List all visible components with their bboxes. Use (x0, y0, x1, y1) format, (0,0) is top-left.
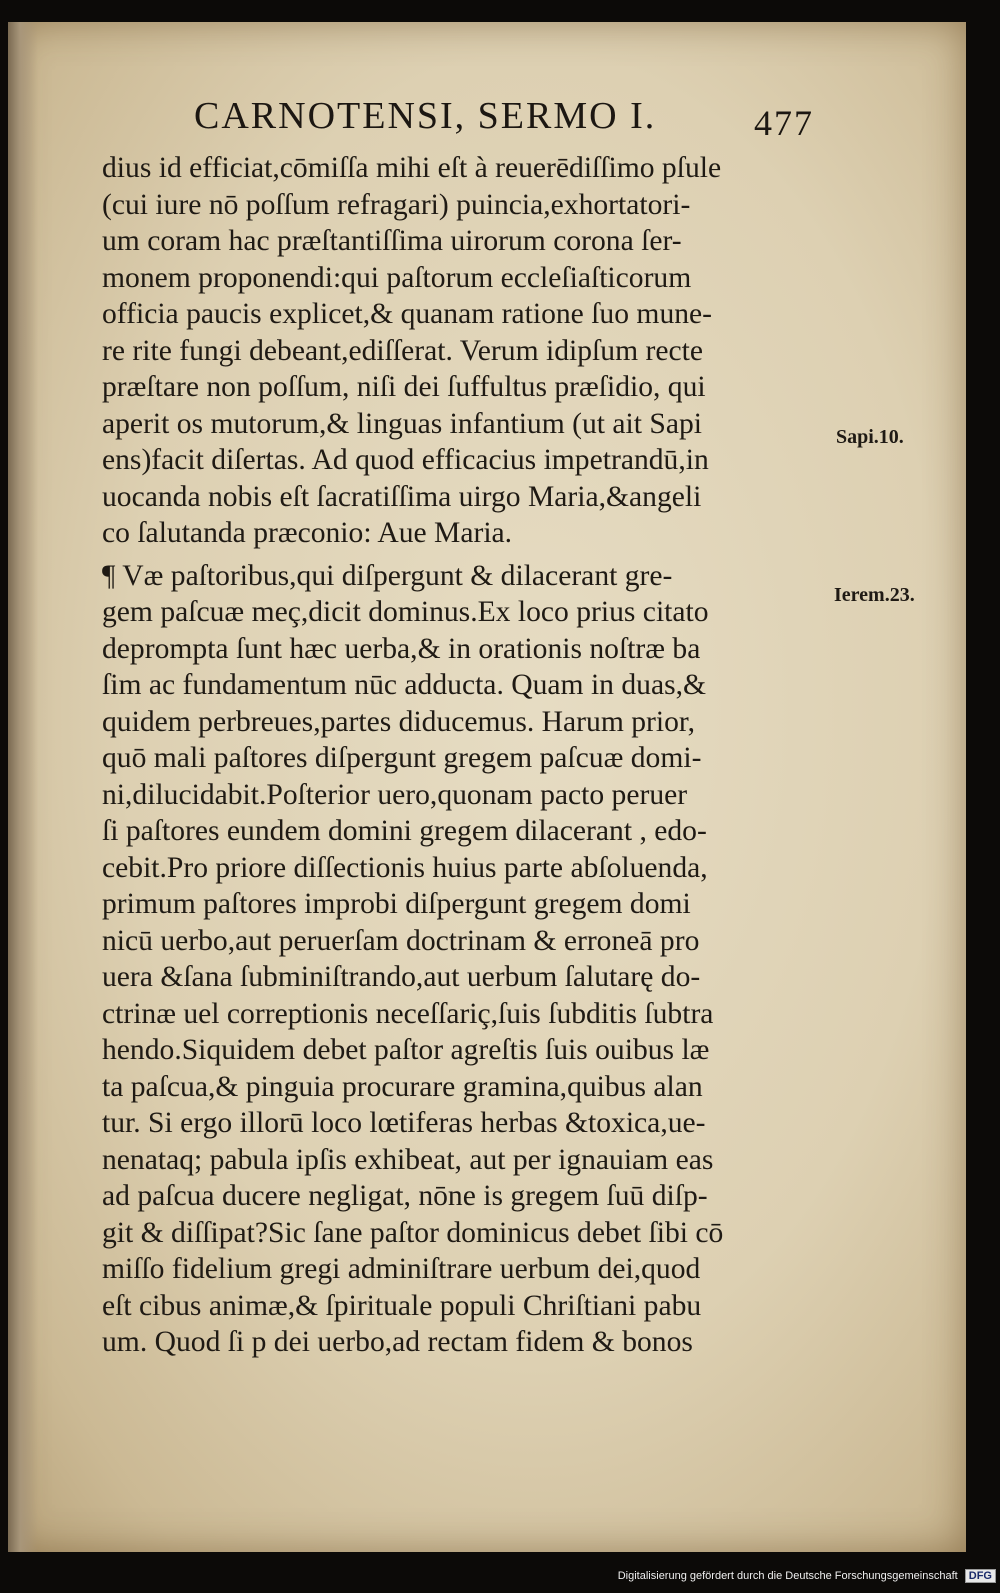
text-line: ſim ac fundamentum nūc adducta. Quam in duas,& (102, 669, 707, 701)
text-line: ta paſcua,& pinguia procurare gramina,quibus alan (102, 1070, 703, 1103)
digitization-footer (600, 1569, 996, 1589)
text-line: quō mali paſtores diſpergunt gregem paſcuæ domi- (102, 742, 702, 774)
text-line: uocanda nobis eſt ſacratiſſima uirgo Maria,&angeli (102, 480, 702, 513)
text-line: præſtare non poſſum, niſi dei ſuffultus præſidio, qui (102, 371, 706, 403)
book-page (8, 22, 966, 1552)
text-line: ctrinæ uel correptionis neceſſariç,ſuis ſubditis ſubtra (102, 997, 714, 1030)
text-line: miſſo fidelium gregi adminiſtrare uerbum dei,quod (102, 1253, 701, 1285)
page-number: 477 (754, 103, 814, 143)
text-line: cebit.Pro priore diſſectionis huius parte abſoluenda, (102, 851, 708, 884)
text-line: aperit os mutorum,& linguas infantium (ut ait Sapi (102, 407, 703, 440)
text-line: eſt cibus animæ,& ſpirituale populi Chriſtiani pabu (102, 1289, 702, 1322)
text-line: um coram hac præſtantiſſima uirorum corona ſer- (102, 225, 682, 257)
text-line: ad paſcua ducere negligat, nōne is gregem ſuū diſp- (102, 1180, 708, 1212)
text-line: git & diſſipat?Sic ſane paſtor dominicus debet ſibi cō (102, 1216, 724, 1249)
text-line: quidem perbreues,partes diducemus. Harum prior, (102, 705, 695, 738)
text-line: tur. Si ergo illorū loco lœtiferas herbas &toxica,ue- (102, 1107, 706, 1139)
text-line: co ſalutanda præconio: Aue Maria. (102, 517, 513, 549)
text-line: officia paucis explicet,& quanam ratione ſuo mune- (102, 298, 713, 330)
text-line: deprompta ſunt hæc uerba,& in orationis noſtræ ba (102, 632, 701, 665)
text-line: gem paſcuæ meç,dicit dominus.Ex loco prius citato (102, 596, 709, 628)
text-line: monem proponendi:qui paſtorum eccleſiaſticorum (102, 261, 692, 294)
page-gutter-shadow (8, 22, 38, 1552)
marginal-note-sapientia: Sapi.10. (836, 426, 904, 448)
text-line: nicū uerbo,aut peruerſam doctrinam & erroneā pro (102, 924, 700, 957)
text-line: ens)facit diſertas. Ad quod efficacius impetrandū,in (102, 444, 709, 476)
text-line: um. Quod ſi p dei uerbo,ad rectam fidem & bonos (102, 1326, 693, 1358)
running-head: CARNOTENSI, SERMO I. (194, 95, 657, 137)
marginal-note-jeremias: Ierem.23. (834, 584, 915, 606)
text-line: dius id efficiat,cōmiſſa mihi eſt à reuerēdiſſimo pſule (102, 152, 722, 184)
text-line: uera &ſana ſubminiſtrando,aut uerbum ſalutarę do- (102, 961, 701, 993)
text-line: nenataq; pabula ipſis exhibeat, aut per ignauiam eas (102, 1143, 714, 1176)
text-line: hendo.Siquidem debet paſtor agreſtis ſuis ouibus læ (102, 1034, 710, 1066)
page-header (194, 94, 854, 146)
funding-credit: Digitalisierung gefördert durch die Deutsche Forschungsgemeinschaft (617, 1570, 958, 1582)
text-line: primum paſtores improbi diſpergunt gregem domi (102, 888, 691, 920)
text-line: ſi paſtores eundem domini gregem dilacerant , edo- (102, 815, 707, 847)
dfg-logo: DFG (965, 1569, 996, 1583)
text-line: ¶ Væ paſtoribus,qui diſpergunt & dilacerant gre- (102, 559, 673, 592)
body-text (102, 150, 830, 1361)
text-line: (cui iure nō poſſum refragari) puincia,exhortatori- (102, 188, 691, 221)
text-line: re rite fungi debeant,ediſſerat. Verum idipſum recte (102, 334, 703, 367)
text-line: ni,dilucidabit.Poſterior uero,quonam pacto peruer (102, 778, 688, 811)
